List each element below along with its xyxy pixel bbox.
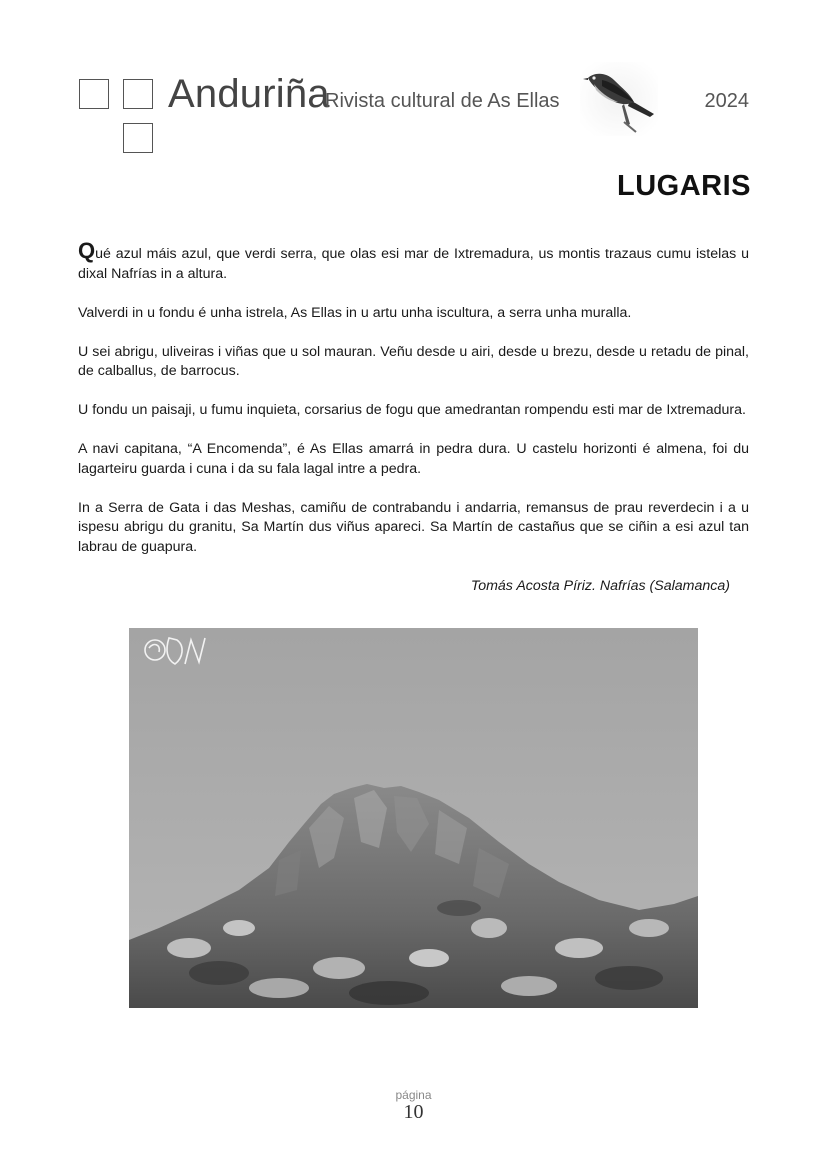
- page-label: página: [395, 1088, 432, 1102]
- article-paragraph: In a Serra de Gata i das Meshas, camiñu de contrabandu i andarria, remansus de prau reverdecin i a u ispesu abrigu du granitu, Sa Martín dus viñus apareci. Sa Martín de castañus que se ciñin a esi azul tan labrau de guapura.: [78, 499, 749, 555]
- rocky-mountain-peak-photo: [129, 628, 698, 1008]
- article-paragraph: Valverdi in u fondu é unha istrela, As Ellas in u artu unha iscultura, a serra unha muralla.: [78, 304, 632, 321]
- magazine-subtitle: Rivista cultural de As Ellas: [325, 90, 560, 112]
- swallow-bird-icon: [580, 62, 658, 136]
- drop-cap: Q: [78, 238, 96, 263]
- article-paragraph: U sei abrigu, uliveiras i viñas que u sol mauran. Veñu desde u airi, desde u brezu, desde u retadu de pinal, de calballus, de barrocus.: [78, 343, 749, 379]
- decorative-square: [79, 79, 109, 109]
- page-number: 10: [403, 1101, 424, 1123]
- author-signature: Tomás Acosta Píriz. Nafrías (Salamanca): [470, 578, 730, 594]
- article-paragraph: A navi capitana, “A Encomenda”, é As Ellas amarrá in pedra dura. U castelu horizonti é almena, foi du lagarteiru guarda i cuna i da su fala lagal intre a pedra.: [78, 441, 749, 477]
- paragraph-text: ué azul máis azul, que verdi serra, que olas esi mar de Ixtremadura, us montis trazaus cumu istelas u dixal Nafrías in a altura.: [78, 246, 749, 282]
- article-body: [78, 238, 749, 577]
- decorative-square: [123, 123, 153, 153]
- mountain-photo: [129, 628, 698, 1008]
- issue-year: 2024: [704, 90, 749, 112]
- article-paragraph: [78, 238, 749, 284]
- decorative-square: [123, 79, 153, 109]
- section-title: LUGARIS: [617, 170, 751, 202]
- article-paragraph: U fondu un paisaji, u fumu inquieta, corsarius de fogu que amedrantan rompendu esti mar de Ixtremadura.: [78, 402, 746, 418]
- magazine-title: Anduriña: [168, 72, 330, 116]
